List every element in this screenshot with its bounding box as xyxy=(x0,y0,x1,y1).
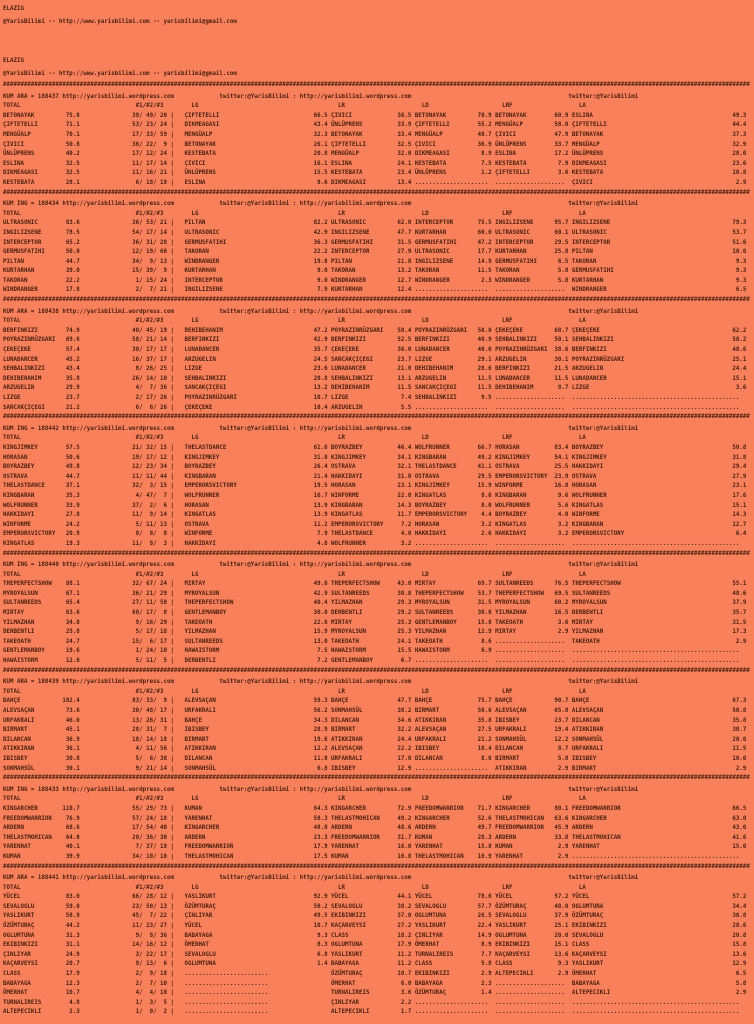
separator-line: ###################################################################################################################################################################################################################### xyxy=(3,189,750,196)
table-row: DILANCAN 36.9 18/ 14/ 18 | BIRMART 19.6 ATIKKIRAN 24.4 URFAKRALI 21.2 SONMAHSÜL 12.2 SONMAHSÜL 20.0 xyxy=(3,736,747,743)
column-header-line: TOTAL #1/#2/#3 LG LR LD LRF LA xyxy=(3,210,586,217)
table-row: ARZUGELIN 29.9 4/ 7/ 36 | SANCAKÇIÇEGI 13.2 DEHIBEHANIM 11.5 SANCAKÇIÇEGI 11.5 DEHIBEHANIM 8.7 LIZGE 3.6 xyxy=(3,385,747,392)
table-row: THEPERFECTSHOW 88.1 32/ 67/ 24 | MIRTAY 49.6 THEPERFECTSHOW 43.0 MIRTAY 69.7 SULTANREEDS 76.5 THEPERFECTSHOW 55.1 xyxy=(3,581,747,588)
separator-line: ###################################################################################################################################################################################################################### xyxy=(3,414,750,421)
table-row: SONMAHSÜL 30.1 9/ 21/ 14 | SONMAHSÜL 6.8 IBISBEY 12.9 ..................... ATIKKIRAN 2.9 BIRMART 2.9 xyxy=(3,765,747,772)
table-row: LIZGE 23.7 2/ 17/ 26 | POYRAZINRÜZGARI 10.7 LIZGE 7.4 SEHBALINKIZI 9.5 .................... ................................................ xyxy=(3,395,747,401)
block-header-line: KUM ARA = 188438 http://yarisbilimi.wordpress.com twitter:@YarisBilimi : http://yarisbilimi.wordpress.com twitter:@YarisBilimi xyxy=(3,308,639,315)
table-row: FREEDOMWARRIOR 76.9 57/ 24/ 18 | YARENHAT 58.3 THELASTMOHICAN 49.2 KINGARCHER 52.6 THELASTMOHICAN 63.6 KINGARCHER 63.0 xyxy=(3,815,747,822)
table-row: BETONAYAK 75.8 39/ 49/ 20 | ÇIFTETELLI 66.5 ÇIVICI 36.5 BETONAYAK 70.9 BETONAYAK 60.9 ESLINA 49.3 xyxy=(3,112,747,119)
table-row: SANCAKÇIÇEGI 21.2 6/ 6/ 26 | ÇEKEÇEKE 10.4 ARZUGELIN 5.5 ..................... .................... ................................................ xyxy=(3,404,747,411)
table-row: BIRMART 45.1 28/ 31/ 7 | IBISBEY 28.9 BIRMART 32.2 ALEVSAÇAN 27.5 URFAKRALI 19.4 ATIKKIRAN 30.7 xyxy=(3,727,747,734)
table-row: OGLUMTUNA 31.3 9/ 8/ 36 | BABAYAGA 9.3 CLASS 18.2 ÇINLIYAR 14.9 OGLUMTUNA 20.0 SEVALOGLU 20.8 xyxy=(3,932,747,939)
contact-line: @YarisBilimi -- http://www.yarisbilimi.com -- yarisbilimi@gmail.com xyxy=(3,71,237,77)
table-row: TAKEOATH 24.7 15/ 6/ 17 | SULTANREEDS 13.0 TAKEOATH 24.1 TAKEOATH 8.6 .................... TAKEOATH 2.9 xyxy=(3,638,747,645)
table-row: ÇIFTETELLI 71.1 53/ 23/ 24 | DIKMEAGASI 43.4 ÜNLÜPRENS 33.9 ÇIFTETELLI 55.2 MENGÜALP 58.0 ÇIFTETELLI 44.4 xyxy=(3,122,747,129)
separator-line: ###################################################################################################################################################################################################################### xyxy=(3,775,750,782)
separator-line: ###################################################################################################################################################################################################################### xyxy=(3,667,750,674)
separator-line: ###################################################################################################################################################################################################################### xyxy=(3,863,750,870)
table-row: BABAYAGA 12.3 2/ 7/ 10 | ........................ ÖMERHAT 6.0 BABAYAGA 2.3 .................... BABAYAGA 5.8 xyxy=(3,980,747,987)
table-row: ESLINA 32.5 11/ 17/ 14 | ÇIVICI 16.1 ESLINA 24.1 KESTEBATA 7.5 KESTEBATA 7.9 DIKMEAGASI 23.6 xyxy=(3,160,747,167)
table-row: KINGJIMKEY 57.5 21/ 32/ 15 | THELASTDANCE 61.6 BOYRAZBEY 46.4 WOLFRUNNER 66.7 HORASAN 83.4 BOYRAZBEY 50.8 xyxy=(3,444,747,451)
report-header xyxy=(3,3,754,81)
separator-line: ###################################################################################################################################################################################################################### xyxy=(3,82,750,88)
table-row: THELASTDANCE 37.1 32/ 3/ 15 | EMPERORSVICTORY 19.5 HORASAN 23.1 KINGJIMKEY 15.9 WINFORME 16.8 HORASAN 23.1 xyxy=(3,483,747,490)
contact-line: @YarisBilimi -- http://www.yarisbilimi.com -- yarisbilimi@gmail.com xyxy=(3,19,237,25)
table-row: BERFINKIZI 74.9 40/ 45/ 19 | DEHIBEHANIM 47.2 POYRAZINRÜZGARI 58.4 POYRAZINRÜZGARI 58.0 ÇEKEÇEKE 68.7 ÇEKEÇEKE 62.2 xyxy=(3,327,747,334)
table-row: BOYRAZBEY 49.8 12/ 23/ 34 | BOYRAZBEY 26.4 OSTRAVA 32.1 THELASTDANCE 41.1 OSTRAVA 25.5 HAKKIDAYI 29.4 xyxy=(3,464,747,471)
stats-report xyxy=(3,81,754,1018)
table-row: ALTEPECIKLI 2.3 1/ 0/ 2 | ........................ ALTEPECIKLI 1.7 ..................... .................... ................................................ xyxy=(3,1009,747,1016)
table-row: ÖZÜMTURAÇ 44.2 11/ 23/ 27 | YÜCEL 10.7 KAÇARVEYSI 27.2 YASLIKURT 22.4 YASLIKURT 25.1 EKIBINKIZI 28.6 xyxy=(3,923,747,930)
spacer-line xyxy=(3,29,754,42)
table-row: ARDERN 68.6 17/ 54/ 40 | KINGARCHER 48.0 ARDERN 48.6 ARDERN 49.7 FREEDOMWARRIOR 45.9 ARDERN 43.0 xyxy=(3,825,747,832)
table-row: KUMAN 39.9 34/ 10/ 10 | THELASTMOHICAN 17.5 KUMAN 10.8 THELASTMOHICAN 10.9 YARENHAT 2.9 ................................................ xyxy=(3,853,747,860)
column-header-line: TOTAL #1/#2/#3 LG LR LD LRF LA xyxy=(3,103,586,110)
column-header-line: TOTAL #1/#2/#3 LG LR LD LRF LA xyxy=(3,571,586,578)
table-row: KINGBARAN 35.3 4/ 47/ 7 | WOLFRUNNER 16.7 WINFORME 22.0 KINGATLAS 8.6 KINGBARAN 9.6 WOLFRUNNER 17.6 xyxy=(3,492,747,499)
table-row: CLASS 17.9 2/ 9/ 18 | ........................ ÖZÜMTURAÇ 10.7 EKIBINKIZI 2.9 ALTEPECIKLI 2.9 ÖMERHAT 6.5 xyxy=(3,971,747,978)
table-row: LUNADANCER 45.2 16/ 37/ 17 | ARZUGELIN 24.5 SANCAKÇIÇEGI 23.7 LIZGE 29.1 ARZUGELIN 30.1 POYRAZINRÜZGARI 25.1 xyxy=(3,356,747,363)
table-row: HAWAISTORM 12.6 5/ 11/ 5 | DERBENTLI 7.2 GENTLEMANBOY 6.7 ..................... .................... ................................................ xyxy=(3,658,747,665)
table-row: ALEVSAÇAN 73.6 30/ 48/ 17 | URFAKRALI 56.2 SONMAHSÜL 38.2 BIRMART 50.6 ALEVSAÇAN 65.8 ALEVSAÇAN 50.8 xyxy=(3,708,747,714)
column-header-line: TOTAL #1/#2/#3 LG LR LD LRF LA xyxy=(3,435,586,442)
separator-line: ###################################################################################################################################################################################################################### xyxy=(3,550,750,557)
table-row: YASLIKURT 58.9 45/ 7/ 22 | ÇINLIYAR 49.5 EKIBINKIZI 37.0 OGLUMTUNA 26.5 SEVALOGLU 37.9 ÖZÜMTURAÇ 30.8 xyxy=(3,913,747,920)
block-header-line: KUM ARA = 188439 http://yarisbilimi.wordpress.com twitter:@YarisBilimi : http://yarisbilimi.wordpress.com twitter:@YarisBilimi xyxy=(3,679,639,686)
table-row: GERMUSFATIHI 50.0 12/ 19/ 60 | TAKORAN 22.2 INTERCEPTOR 27.9 ULTRASONIC 17.7 KURTARHAN 25.8 PILTAN 10.0 xyxy=(3,249,747,256)
table-row: SULTANREEDS 65.4 27/ 11/ 50 | THEPERFECTSHOW 40.4 YILMAZHAN 29.3 MYROYALSUN 31.5 MYROYALSUN 60.2 MYROYALSUN 37.9 xyxy=(3,600,747,607)
table-row: SEHBALINKIZI 43.4 8/ 26/ 25 | LIZGE 23.6 LUNADANCER 21.0 DEHIBEHANIM 28.6 BERFINKIZI 21.5 ARZUGELIN 24.4 xyxy=(3,366,747,373)
table-row: ÖMERHAT 10.7 4/ 4/ 10 | ........................ TURNALIREIS 3.6 ÖZÜMTURAÇ 1.4 .................... ALTEPECIKLI 2.9 xyxy=(3,990,747,997)
table-row: MYROYALSUN 67.1 36/ 21/ 29 | MYROYALSUN 42.9 SULTANREEDS 30.8 THEPERFECTSHOW 53.7 THEPERFECTSHOW 69.5 SULTANREEDS 48.6 xyxy=(3,590,747,597)
table-row: WINFORME 24.2 5/ 11/ 13 | OSTRAVA 11.2 EMPERORSVICTORY 7.2 HORASAN 3.2 KINGATLAS 3.2 KINGBARAN 12.7 xyxy=(3,521,747,528)
table-row: KURTARHAN 39.0 15/ 39/ 9 | KURTARHAN 9.0 TAKORAN 13.2 TAKORAN 11.5 TAKORAN 5.8 GERMUSFATIHI 9.3 xyxy=(3,268,747,275)
table-row: ÇEKEÇEKE 57.4 30/ 17/ 17 | LUNADANCER 35.7 ÇEKEÇEKE 36.0 LUNADANCER 40.0 POYRAZINRÜZGARI 38.6 BERFINKIZI 48.6 xyxy=(3,347,747,354)
table-row: ÇINLIYAR 24.9 3/ 22/ 17 | SEVALOGLU 6.8 YASLIKURT 11.2 TURNALIREIS 7.7 KAÇARVEYSI 13.6 KAÇARVEYSI 13.6 xyxy=(3,951,747,958)
table-row: KAÇARVEYSI 20.7 9/ 13/ 6 | OGLUMTUNA 1.4 BABAYAGA 11.2 CLASS 5.8 CLASS 9.3 YASLIKURT 12.9 xyxy=(3,961,747,968)
table-row: IBISBEY 30.8 5/ 6/ 38 | DILANCAN 11.8 URFAKRALI 17.0 DILANCAN 8.0 BIRMART 5.8 IBISBEY 10.0 xyxy=(3,755,747,762)
table-row: ÜNLÜPRENS 40.2 17/ 12/ 24 | KESTEBATA 20.8 MENGÜALP 32.0 DIKMEAGASI 8.9 ESLINA 17.2 ÜNLÜPRENS 28.0 xyxy=(3,151,747,158)
table-row: MIRTAY 63.6 60/ 17/ 8 | GENTLEMANBOY 30.0 DERBENTLI 29.2 SULTANREEDS 30.0 YILMAZHAN 16.5 DERBENTLI 35.7 xyxy=(3,610,747,617)
table-row: HORASAN 50.6 19/ 17/ 12 | KINGJIMKEY 31.8 KINGJIMKEY 34.1 KINGBARAN 49.2 KINGJIMKEY 54.1 KINGJIMKEY 31.8 xyxy=(3,454,747,461)
block-header-line: KUM ING = 188434 http://yarisbilimi.wordpress.com twitter:@YarisBilimi : http://yarisbilimi.wordpress.com twitter:@YarisBilimi xyxy=(3,201,639,208)
table-row: TAKORAN 22.2 1/ 15/ 24 | INTERCEPTOR 9.0 WINDRANGER 12.7 WINDRANGER 2.3 WINDRANGER 5.8 KURTARHAN 9.3 xyxy=(3,277,747,284)
table-row: DERBENTLI 25.8 5/ 17/ 18 | YILMAZHAN 15.9 MYROYALSUN 25.3 YILMAZHAN 12.9 MIRTAY 2.9 YILMAZHAN 17.3 xyxy=(3,629,747,636)
column-header-line: TOTAL #1/#2/#3 LG LR LD LRF LA xyxy=(3,796,586,803)
track-name: ELAZIG xyxy=(3,6,24,12)
table-row: KINGATLAS 19.3 11/ 8/ 3 | HAKKIDAYI 4.8 WOLFRUNNER 3.2 ..................... .................... ................................................ xyxy=(3,540,747,547)
block-header-line: KUM ARA = 188441 http://yarisbilimi.wordpress.com twitter:@YarisBilimi : http://yarisbilimi.wordpress.com twitter:@YarisBilimi xyxy=(3,875,639,882)
table-row: DEHIBEHANIM 35.8 26/ 14/ 10 | SEHBALINKIZI 20.8 SEHBALINKIZI 13.1 ARZUGELIN 11.5 LUNADANCER 11.5 LUNADANCER 15.1 xyxy=(3,375,747,382)
table-row: DIKMEAGASI 32.5 11/ 16/ 21 | ÜNLÜPRENS 15.5 KESTEBATA 23.4 ÜNLÜPRENS 1.2 ÇIFTETELLI 3.6 KESTEBATA 10.8 xyxy=(3,170,747,177)
table-row: INGILIZSENE 78.5 54/ 17/ 14 | ULTRASONIC 42.9 INGILIZSENE 47.7 KURTARHAN 60.0 ULTRASONIC 60.1 ULTRASONIC 53.7 xyxy=(3,229,747,236)
table-row: YILMAZHAN 34.0 9/ 16/ 29 | TAKEOATH 22.6 MIRTAY 25.3 GENTLEMANBOY 15.8 TAKEOATH 3.6 MIRTAY 31.5 xyxy=(3,619,747,626)
table-row: ULTRASONIC 83.6 36/ 53/ 21 | PILTAN 82.2 ULTRASONIC 62.0 INTERCEPTOR 75.5 INGILIZSENE 95.7 INGILIZSENE 79.3 xyxy=(3,220,747,227)
table-row: GENTLEMANBOY 19.6 1/ 24/ 10 | HAWAISTORM 7.5 HAWAISTORM 15.5 HAWAISTORM 6.9 .................... ................................................ xyxy=(3,648,747,655)
block-header-line: KUM ING = 188433 http://yarisbilimi.wordpress.com twitter:@YarisBilimi : http://yarisbilimi.wordpress.com twitter:@YarisBilimi xyxy=(3,786,639,793)
column-header-line: TOTAL #1/#2/#3 LG LR LD LRF LA xyxy=(3,688,586,695)
table-row: MENGÜALP 70.1 17/ 33/ 59 | MENGÜALP 32.3 BETONAYAK 33.4 MENGÜALP 48.7 ÇIVICI 47.9 BETONAYAK 37.3 xyxy=(3,131,747,138)
table-row: TURNALIREIS 4.8 1/ 3/ 5 | ........................ ÇINLIYAR 2.2 ..................... .................... ................................................ xyxy=(3,999,747,1006)
table-row: ÇIVICI 50.8 36/ 22/ 9 | BETONAYAK 26.1 ÇIFTETELLI 32.5 ÇIVICI 36.9 ÜNLÜPRENS 33.7 MENGÜALP 32.9 xyxy=(3,141,747,148)
table-row: HAKKIDAYI 27.8 11/ 9/ 14 | KINGATLAS 13.9 KINGATLAS 11.7 EMPERORSVICTORY 4.4 BOYRAZBEY 4.0 WINFORME 14.3 xyxy=(3,512,747,519)
table-row: PILTAN 44.7 34/ 9/ 13 | WINDRANGER 19.8 PILTAN 21.8 INGILIZSENE 14.9 GERMUSFATIHI 6.5 TAKORAN 9.3 xyxy=(3,258,747,265)
table-row: WINDRANGER 17.8 2/ 7/ 21 | INGILIZSENE 7.9 KURTARHAN 12.4 ..................... .................... WINDRANGER 6.5 xyxy=(3,287,747,294)
table-row: POYRAZINRÜZGARI 69.6 58/ 21/ 14 | BERFINKIZI 42.9 BERFINKIZI 52.5 BERFINKIZI 40.9 SEHBALINKIZI 50.1 SEHBALINKIZI 50.2 xyxy=(3,337,747,344)
block-header-line: KUM ING = 188442 http://yarisbilimi.wordpress.com twitter:@YarisBilimi : http://yarisbilimi.wordpress.com twitter:@YarisBilimi xyxy=(3,425,639,432)
column-header-line: TOTAL #1/#2/#3 LG LR LD LRF LA xyxy=(3,884,586,891)
track-name: ELAZIG xyxy=(3,58,24,64)
separator-line: ###################################################################################################################################################################################################################### xyxy=(3,297,750,304)
table-row: SEVALOGLU 59.0 23/ 50/ 13 | ÖZÜMTURAÇ 50.2 SEVALOGLU 38.2 SEVALOGLU 57.7 ÖZÜMTURAÇ 48.0 OGLUMTUNA 34.4 xyxy=(3,903,747,910)
table-row: EKIBINKIZI 31.1 14/ 16/ 12 | ÖMERHAT 8.3 OGLUMTUNA 17.9 ÖMERHAT 8.9 EKIBINKIZI 15.1 CLASS 15.8 xyxy=(3,942,747,949)
table-row: KESTEBATA 28.1 6/ 18/ 19 | ESLINA 8.6 DIKMEAGASI 13.4 ..................... .................... ÇIVICI 2.9 xyxy=(3,179,747,186)
table-row: YARENHAT 40.1 7/ 37/ 19 | FREEDOMWARRIOR 17.9 YARENHAT 16.0 YARENHAT 15.8 KUMAN 2.9 YARENHAT 15.0 xyxy=(3,844,747,851)
table-row: EMPERORSVICTORY 20.9 8/ 8/ 8 | WINFORME 7.9 THELASTDANCE 4.0 HAKKIDAYI 2.6 HAKKIDAYI 3.2 EMPERORSVICTORY 6.4 xyxy=(3,531,747,538)
column-header-line: TOTAL #1/#2/#3 LG LR LD LRF LA xyxy=(3,318,586,325)
spacer-line xyxy=(3,42,754,55)
table-row: KINGARCHER 110.7 55/ 29/ 73 | KUMAN 64.3 KINGARCHER 72.9 FREEDOMWARRIOR 71.7 KINGARCHER 80.1 FREEDOMWARRIOR 66.5 xyxy=(3,805,747,812)
table-row: WOLFRUNNER 33.9 37/ 2/ 6 | HORASAN 13.9 KINGBARAN 14.3 BOYRAZBEY 8.0 WOLFRUNNER 5.6 KINGATLAS 15.1 xyxy=(3,502,747,509)
table-row: ATIKKIRAN 36.1 4/ 11/ 56 | ATIKKIRAN 12.2 ALEVSAÇAN 22.2 IBISBEY 10.4 DILANCAN 8.7 URFAKRALI 11.5 xyxy=(3,746,747,753)
table-row: THELASTMOHICAN 64.8 20/ 36/ 30 | ARDERN 23.3 FREEDOMWARRIOR 31.7 KUMAN 28.3 ARDERN 33.8 THELASTMOHICAN 41.6 xyxy=(3,834,747,841)
table-row: URFAKRALI 46.0 13/ 26/ 31 | BAHÇE 34.3 DILANCAN 34.6 ATIKKIRAN 35.8 IBISBEY 23.7 DILANCAN 35.8 xyxy=(3,717,747,724)
table-row: OSTRAVA 44.7 11/ 11/ 44 | KINGBARAN 21.4 HAKKIDAYI 31.0 OSTRAVA 29.5 EMPERORSVICTORY 23.9 OSTRAVA 27.9 xyxy=(3,473,747,480)
block-header-line: KUM ING = 188440 http://yarisbilimi.wordpress.com twitter:@YarisBilimi : http://yarisbilimi.wordpress.com twitter:@YarisBilimi xyxy=(3,562,639,569)
table-row: INTERCEPTOR 65.2 36/ 31/ 28 | GERMUSFATIHI 36.3 GERMUSFATIHI 31.5 GERMUSFATIHI 47.2 INTERCEPTOR 29.5 INTERCEPTOR 51.6 xyxy=(3,239,747,246)
block-header-line: KUM ARA = 188437 http://yarisbilimi.wordpress.com twitter:@YarisBilimi : http://yarisbilimi.wordpress.com twitter:@YarisBilimi xyxy=(3,93,639,100)
table-row: YÜCEL 83.0 66/ 28/ 12 | YASLIKURT 92.9 YÜCEL 44.1 YÜCEL 78.6 YÜCEL 57.2 YÜCEL 57.2 xyxy=(3,894,747,901)
table-row: BAHÇE 102.4 83/ 33/ 9 | ALEVSAÇAN 59.3 BAHÇE 47.7 BAHÇE 75.7 BAHÇE 90.7 BAHÇE 67.3 xyxy=(3,698,747,705)
